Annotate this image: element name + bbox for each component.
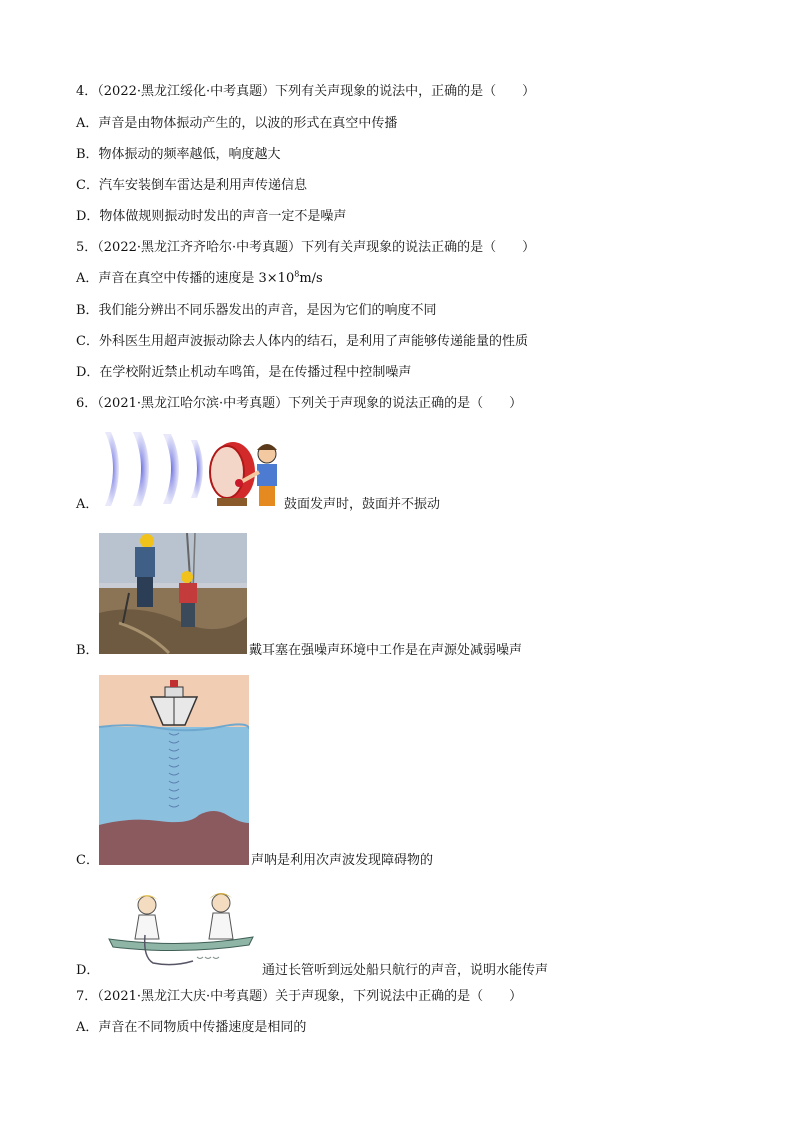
question-4-option-a: A．声音是由物体振动产生的，以波的形式在真空中传播 — [76, 116, 398, 131]
question-7-stem: 7．（2021·黑龙江大庆·中考真题）关于声现象，下列说法中正确的是（ ） — [76, 989, 523, 1004]
drum-image — [99, 428, 282, 508]
question-6-option-c-letter: C． — [76, 853, 99, 868]
question-6-option-c-text: 声呐是利用次声波发现障碍物的 — [251, 853, 434, 868]
question-4-option-c: C．汽车安装倒车雷达是利用声传递信息 — [76, 178, 307, 193]
question-6-option-b-text: 戴耳塞在强噪声环境中工作是在声源处减弱噪声 — [249, 643, 523, 658]
question-5-option-a — [76, 271, 323, 287]
question-6-stem: 6．（2021·黑龙江哈尔滨·中考真题）下列关于声现象的说法正确的是（ ） — [76, 396, 523, 411]
question-6-option-a-text: 鼓面发声时，鼓面并不振动 — [284, 497, 441, 512]
question-5-option-a-text: A．声音在真空中传播的速度是 3×10 — [76, 271, 295, 286]
speed-unit: m/s — [299, 271, 323, 286]
question-5-option-c: C．外科医生用超声波振动除去人体内的结石，是利用了声能够传递能量的性质 — [76, 334, 528, 349]
question-6-option-d-text: 通过长管听到远处船只航行的声音，说明水能传声 — [262, 963, 549, 978]
boat-listening-image — [103, 887, 258, 972]
question-6-option-a-letter: A． — [76, 497, 99, 512]
question-4-option-b: B．物体振动的频率越低，响度越大 — [76, 147, 281, 162]
question-4-stem: 4．（2022·黑龙江绥化·中考真题）下列有关声现象的说法中，正确的是（ ） — [76, 84, 536, 99]
workers-photo — [99, 533, 247, 654]
sonar-ship-image — [99, 675, 249, 865]
speed-exponent: 8 — [294, 269, 300, 279]
question-7-option-a: A．声音在不同物质中传播速度是相同的 — [76, 1020, 307, 1035]
question-6-option-d-letter: D． — [76, 963, 100, 978]
question-5-stem: 5．（2022·黑龙江齐齐哈尔·中考真题）下列有关声现象的说法正确的是（ ） — [76, 240, 536, 255]
question-5-option-b: B．我们能分辨出不同乐器发出的声音，是因为它们的响度不同 — [76, 303, 437, 318]
question-5-option-d: D．在学校附近禁止机动车鸣笛，是在传播过程中控制噪声 — [76, 365, 412, 380]
question-4-option-d: D．物体做规则振动时发出的声音一定不是噪声 — [76, 209, 347, 224]
question-6-option-b-letter: B． — [76, 643, 99, 658]
